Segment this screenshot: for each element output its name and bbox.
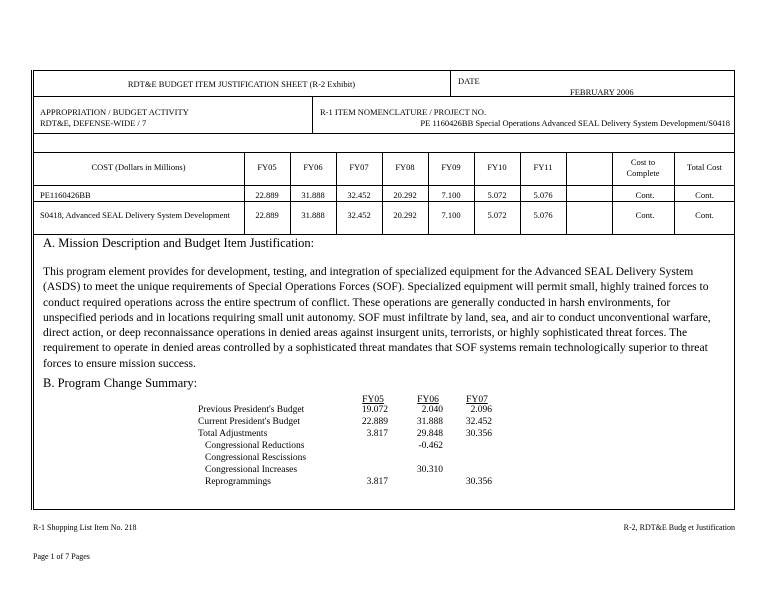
- table-cell: 32.452: [347, 210, 371, 220]
- table-cell: 20.292: [393, 190, 417, 200]
- sheet-title: RDT&E BUDGET ITEM JUSTIFICATION SHEET (R-2 Exhibit): [127, 79, 356, 89]
- table-cell: Cont.: [695, 210, 714, 220]
- summary-value: 22.889: [361, 417, 388, 427]
- table-cell: Cont.: [695, 190, 714, 200]
- total-cost-header: Total Cost: [686, 162, 723, 172]
- fy06-column-header: FY06: [303, 162, 323, 172]
- table-cell: 22.889: [255, 190, 279, 200]
- table-cell: 7.100: [441, 190, 461, 200]
- divider: [566, 152, 567, 234]
- summary-value: 30.310: [416, 465, 443, 475]
- divider: [450, 70, 451, 96]
- date-label: DATE: [458, 76, 480, 86]
- footer-exhibit-label: R-2, RDT&E Budg et Justification: [623, 523, 735, 532]
- summary-row-label: Total Adjustments: [198, 429, 268, 439]
- summary-value: 3.817: [366, 429, 388, 439]
- table-cell: 5.076: [533, 190, 553, 200]
- mission-heading: A. Mission Description and Budget Item Justification:: [43, 236, 315, 250]
- appropriation-value: RDT&E, DEFENSE-WIDE / 7: [40, 118, 147, 128]
- divider: [33, 185, 735, 186]
- fy08-column-header: FY08: [395, 162, 415, 172]
- pc-col-header-fy05: FY05: [362, 395, 384, 405]
- divider: [612, 152, 613, 234]
- pc-col-header-fy07: FY07: [466, 395, 488, 405]
- summary-row-label: Congressional Reductions: [205, 441, 305, 451]
- table-cell: Cont.: [635, 190, 655, 200]
- table-cell: 5.076: [533, 210, 553, 220]
- fy11-column-header: FY11: [533, 162, 553, 172]
- divider: [33, 152, 735, 153]
- summary-row-label: Congressional Increases: [205, 465, 298, 475]
- divider: [33, 234, 735, 235]
- table-row-label: S0418, Advanced SEAL Delivery System Development: [40, 210, 230, 220]
- table-cell: 5.072: [487, 190, 507, 200]
- nomenclature-label: R-1 ITEM NOMENCLATURE / PROJECT NO.: [320, 107, 487, 117]
- divider: [312, 96, 313, 133]
- left-margin-rule: [31, 70, 32, 510]
- table-cell: 31.888: [301, 190, 325, 200]
- date-value: FEBRUARY 2006: [570, 87, 634, 97]
- table-cell: 7.100: [441, 210, 461, 220]
- table-cell: 31.888: [301, 210, 325, 220]
- pc-col-header-fy06: FY06: [417, 395, 439, 405]
- summary-row-label: Reprogrammings: [205, 477, 271, 487]
- appropriation-label: APPROPRIATION / BUDGET ACTIVITY: [40, 107, 189, 117]
- summary-value: 19.072: [361, 405, 388, 415]
- summary-value: 30.356: [465, 429, 492, 439]
- divider: [33, 201, 735, 202]
- fy10-column-header: FY10: [487, 162, 507, 172]
- cost-to-complete-header: Cost to Complete: [626, 157, 660, 178]
- summary-value: 32.452: [465, 417, 492, 427]
- table-cell: 20.292: [393, 210, 417, 220]
- page-number: Page 1 of 7 Pages: [33, 552, 90, 561]
- fy09-column-header: FY09: [441, 162, 461, 172]
- table-cell: 32.452: [347, 190, 371, 200]
- table-cell: 5.072: [487, 210, 507, 220]
- summary-value: 2.040: [421, 405, 443, 415]
- cost-column-header: COST (Dollars in Millions): [91, 162, 186, 172]
- summary-value: -0.462: [418, 441, 443, 451]
- fy05-column-header: FY05: [257, 162, 277, 172]
- footer-shopping-list: R-1 Shopping List Item No. 218: [33, 523, 137, 532]
- nomenclature-value: PE 1160426BB Special Operations Advanced SEAL Delivery System Development/S0418: [420, 118, 730, 128]
- summary-row-label: Previous President's Budget: [198, 405, 305, 415]
- divider: [33, 133, 735, 134]
- table-row-label: PE1160426BB: [40, 190, 91, 200]
- summary-value: 3.817: [366, 477, 388, 487]
- summary-value: 30.356: [465, 477, 492, 487]
- summary-row-label: Congressional Rescissions: [205, 453, 307, 463]
- program-change-heading: B. Program Change Summary:: [43, 376, 198, 390]
- table-cell: Cont.: [635, 210, 655, 220]
- summary-value: 29.848: [416, 429, 443, 439]
- summary-row-label: Current President's Budget: [198, 417, 300, 427]
- mission-body: This program element provides for development, testing, and integration of specialized equipment for the Advanced SEAL Delivery System (ASDS) to meet the unique requirements of Special Operations Forces (SOF). Specialized equipment will permit small, highly trained forces to conduct required operations across the entire spectrum of conflict. These operations are generally conducted in harsh environments, for unspecified periods and in locations requiring small unit autonomy. SOF must infiltrate by land, sea, and air to conduct unconventional warfare, direct action, or deep reconnaissance operations in denied areas against insurgent units, terrorists, or highly sophisticated threat forces. The requirement to operate in denied areas controlled by a sophisticated threat mandates that SOF systems remain technologically superior to threat forces to ensure mission success.: [43, 265, 711, 370]
- fy07-column-header: FY07: [349, 162, 369, 172]
- summary-value: 31.888: [416, 417, 443, 427]
- summary-value: 2.096: [470, 405, 492, 415]
- table-cell: 22.889: [255, 210, 279, 220]
